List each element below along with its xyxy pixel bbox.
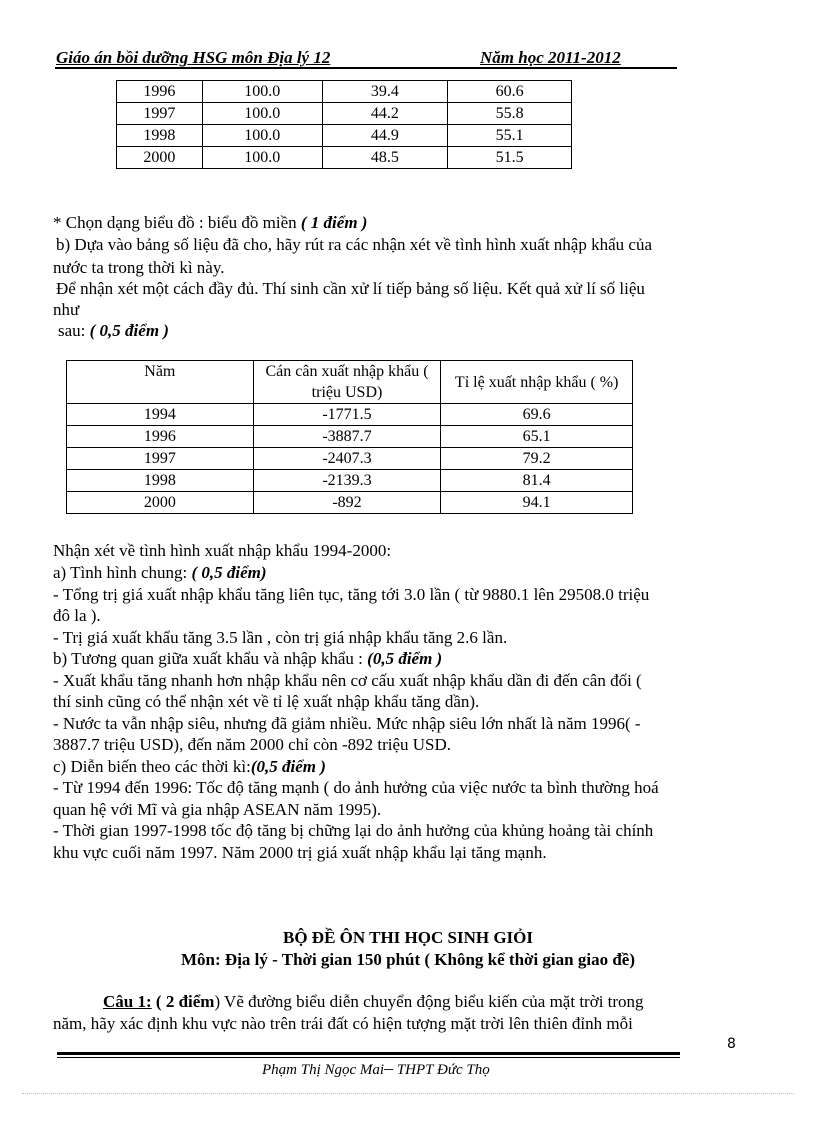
remarks-b1-line2: thí sinh cũng có thể nhận xét về tỉ lệ xuất nhập khẩu tăng dần). xyxy=(53,692,480,711)
question-b-line2: nước ta trong thời kì này. xyxy=(53,258,225,277)
page-number: 8 xyxy=(727,1036,736,1052)
process-text: sau: xyxy=(58,321,86,340)
table2-cell: 1997 xyxy=(67,448,254,470)
footer-school: THPT Đức Thọ xyxy=(396,1062,490,1078)
table2-cell: 1998 xyxy=(67,470,254,492)
exam-subtitle: Môn: Địa lý - Thời gian 150 phút ( Không kể thời gian giao đề) xyxy=(181,950,635,969)
table1-cell: 48.5 xyxy=(322,147,448,169)
remarks-b-text: b) Tương quan giữa xuất khẩu và nhập khẩu : xyxy=(53,649,363,668)
table2-row xyxy=(67,426,633,448)
table2-cell: 69.6 xyxy=(441,404,633,426)
remarks-a-text: a) Tình hình chung: xyxy=(53,563,188,582)
table1-cell: 1996 xyxy=(117,81,203,103)
page-bottom-dotted-line xyxy=(22,1093,794,1094)
chart-choice-line xyxy=(53,212,743,234)
table2-row xyxy=(67,470,633,492)
question-1-line1 xyxy=(103,991,743,1013)
remarks-c1-line1: - Từ 1994 đến 1996: Tốc độ tăng mạnh ( do ảnh hưởng của việc nước ta bình thường hoá xyxy=(53,778,659,797)
footer-dash: – xyxy=(384,1058,394,1078)
table1-cell: 1997 xyxy=(117,103,203,125)
export-import-structure-table xyxy=(116,80,572,169)
footer-author: Phạm Thị Ngọc Mai xyxy=(262,1062,385,1078)
question-1-text: ) Vẽ đường biểu diễn chuyển động biểu kiến của mặt trời trong xyxy=(214,992,644,1011)
question-1-line2: năm, hãy xác định khu vực nào trên trái đất có hiện tượng mặt trời lên thiên đỉnh mỗi xyxy=(53,1014,633,1033)
table2-row xyxy=(67,492,633,514)
remarks-a1-line2: đô la ). xyxy=(53,606,101,625)
table1-cell: 60.6 xyxy=(448,81,572,103)
remarks-b-score: (0,5 điểm ) xyxy=(367,649,443,668)
table2-cell: 1994 xyxy=(67,404,254,426)
table2-header-year: Năm xyxy=(67,361,254,404)
trade-balance-table xyxy=(66,360,633,514)
table1-cell: 100.0 xyxy=(202,81,322,103)
remarks-c1-line2: quan hệ với Mĩ và gia nhập ASEAN năm 1995). xyxy=(53,800,382,819)
remarks-b1-line1: - Xuất khẩu tăng nhanh hơn nhập khẩu nên cơ cấu xuất nhập khẩu dần đi đến cân đối ( xyxy=(53,671,642,690)
question-b-line1: b) Dựa vào bảng số liệu đã cho, hãy rút ra các nhận xét về tình hình xuất nhập khẩu của xyxy=(56,235,652,254)
remarks-c2-line2: khu vực cuối năm 1997. Năm 2000 trị giá xuất nhập khẩu lại tăng mạnh. xyxy=(53,843,547,862)
table1-cell: 100.0 xyxy=(202,103,322,125)
exam-title: BỘ ĐỀ ÔN THI HỌC SINH GIỎI xyxy=(282,928,534,947)
chart-choice-text: * Chọn dạng biểu đồ : biểu đồ miền xyxy=(53,213,297,232)
table1-cell: 51.5 xyxy=(448,147,572,169)
question-1-label: Câu 1: xyxy=(103,992,152,1011)
remarks-c2-line1: - Thời gian 1997-1998 tốc độ tăng bị chững lại do ảnh hưởng của khủng hoảng tài chính xyxy=(53,821,654,840)
footer-rule-thick xyxy=(57,1052,680,1055)
remarks-a1-line1: - Tổng trị giá xuất nhập khẩu tăng liên tục, tăng tới 3.0 lần ( từ 9880.1 lên 29508.0 triệu xyxy=(53,585,650,604)
table2-header-ratio: Tỉ lệ xuất nhập khẩu ( %) xyxy=(441,361,633,404)
remarks-c-heading xyxy=(53,756,743,778)
footer-author-line xyxy=(262,1058,490,1079)
table2-cell: 2000 xyxy=(67,492,254,514)
table2-cell: -2139.3 xyxy=(253,470,441,492)
process-score: ( 0,5 điểm ) xyxy=(89,321,169,340)
remarks-b2-line2: 3887.7 triệu USD), đến năm 2000 chỉ còn -892 triệu USD. xyxy=(53,735,452,754)
table2-header-balance: Cán cân xuất nhập khẩu ( triệu USD) xyxy=(253,361,441,404)
table1-cell: 44.2 xyxy=(322,103,448,125)
table1-cell: 55.1 xyxy=(448,125,572,147)
table2-cell: -2407.3 xyxy=(253,448,441,470)
table2-cell: 94.1 xyxy=(441,492,633,514)
table1-cell: 44.9 xyxy=(322,125,448,147)
table2-cell: -3887.7 xyxy=(253,426,441,448)
remarks-b2-line1: - Nước ta vẫn nhập siêu, nhưng đã giảm nhiều. Mức nhập siêu lớn nhất là năm 1996( - xyxy=(53,714,641,733)
table1-cell: 100.0 xyxy=(202,125,322,147)
header-rule xyxy=(55,67,677,69)
table1-cell: 1998 xyxy=(117,125,203,147)
remarks-a-score: ( 0,5 điểm) xyxy=(191,563,267,582)
remarks-a2: - Trị giá xuất khẩu tăng 3.5 lần , còn trị giá nhập khẩu tăng 2.6 lần. xyxy=(53,628,508,647)
table2-cell: 65.1 xyxy=(441,426,633,448)
table1-cell: 2000 xyxy=(117,147,203,169)
remarks-c-score: (0,5 điểm ) xyxy=(250,757,326,776)
chart-choice-score: ( 1 điểm ) xyxy=(300,213,368,232)
remarks-b-heading xyxy=(53,648,743,670)
table1-cell: 39.4 xyxy=(322,81,448,103)
header-title: Giáo án bồi dưỡng HSG môn Địa lý 12 xyxy=(56,48,331,67)
table1-row xyxy=(117,81,572,103)
remarks-a-heading xyxy=(53,562,743,584)
table2-row xyxy=(67,404,633,426)
table1-cell: 55.8 xyxy=(448,103,572,125)
table2-cell: 79.2 xyxy=(441,448,633,470)
process-line1: Để nhận xét một cách đầy đủ. Thí sinh cần xử lí tiếp bảng số liệu. Kết quả xử lí số liệu xyxy=(56,279,645,298)
table2-cell: -892 xyxy=(253,492,441,514)
remarks-title: Nhận xét về tình hình xuất nhập khẩu 1994-2000: xyxy=(53,541,392,560)
remarks-c-text: c) Diễn biến theo các thời kì: xyxy=(53,757,251,776)
table1-row xyxy=(117,103,572,125)
table1-row xyxy=(117,125,572,147)
table2-cell: -1771.5 xyxy=(253,404,441,426)
table2-cell: 81.4 xyxy=(441,470,633,492)
header-school-year: Năm học 2011-2012 xyxy=(480,48,621,67)
table1-cell: 100.0 xyxy=(202,147,322,169)
question-1-score: ( 2 điểm xyxy=(155,992,215,1011)
process-line2: như xyxy=(53,300,80,319)
table2-cell: 1996 xyxy=(67,426,254,448)
table2-row xyxy=(67,448,633,470)
table1-row xyxy=(117,147,572,169)
process-line3 xyxy=(58,320,748,342)
